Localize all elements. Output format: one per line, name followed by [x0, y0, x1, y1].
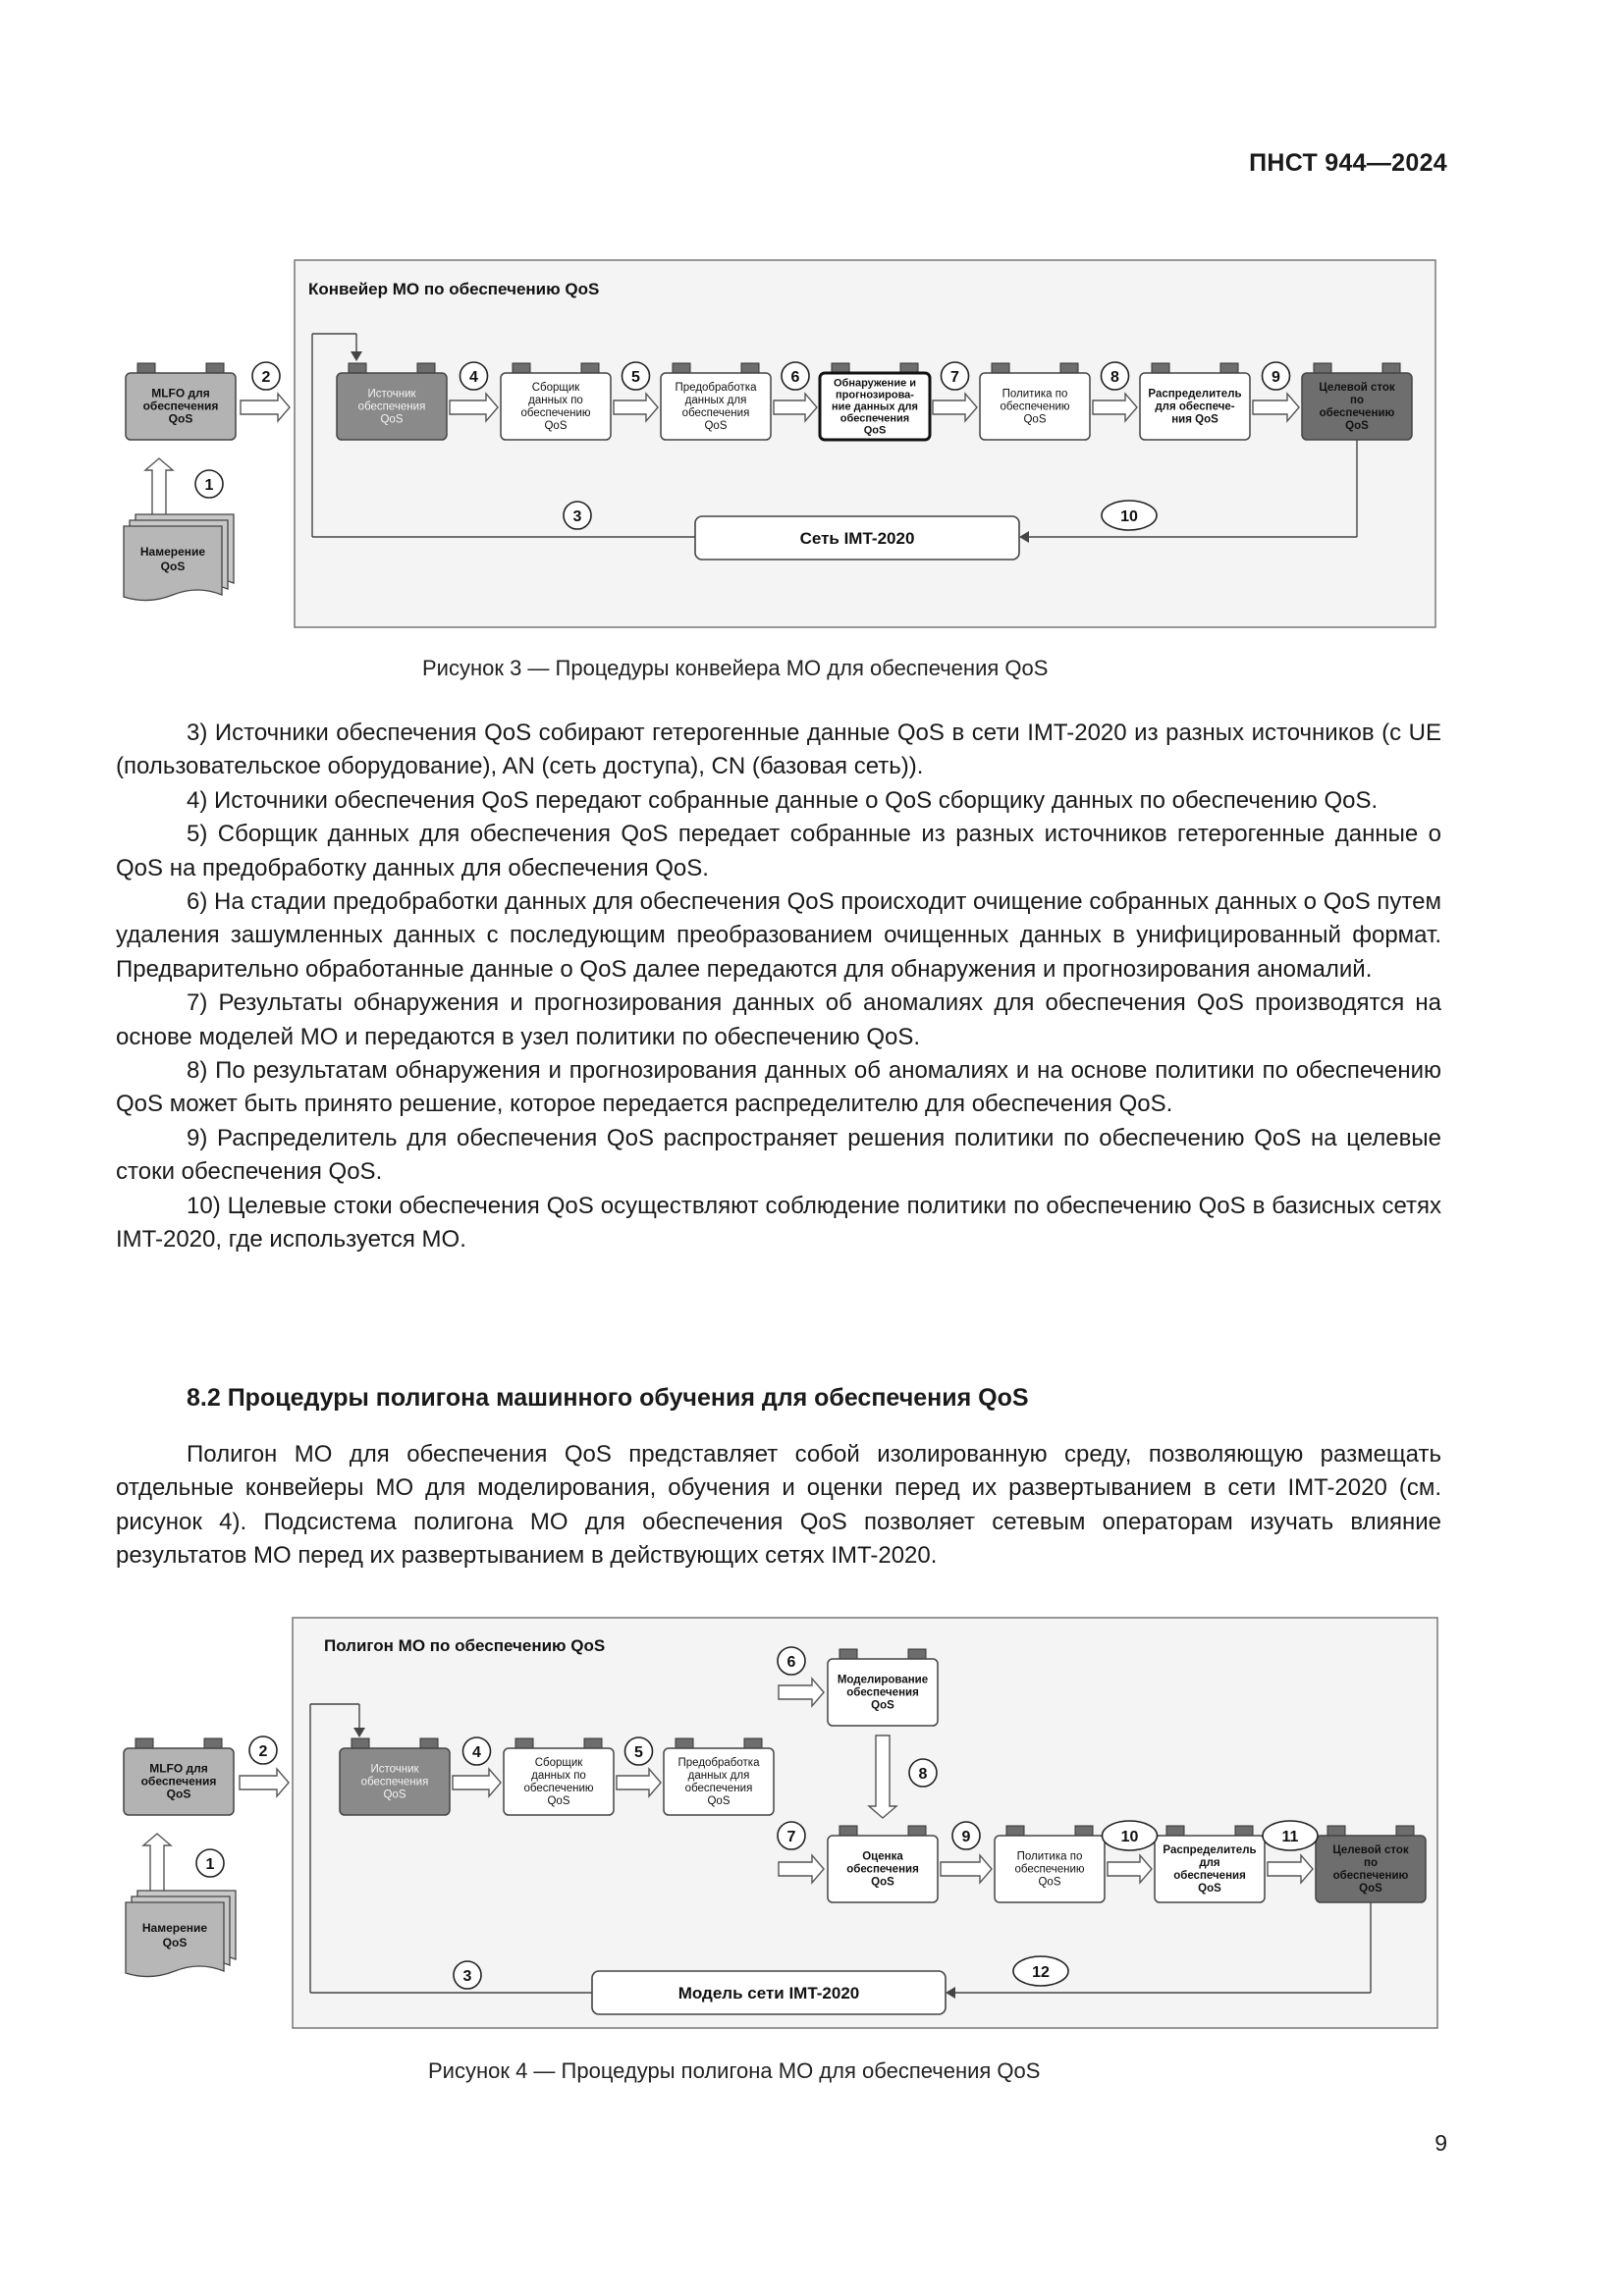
step-number-badge	[1263, 362, 1290, 390]
paragraph: 8) По результатам обнаружения и прогнозирования данных об аномалиях и на основе политики по обеспечению QoS может быть принято решение, которое передается распределителю для обеспечения QoS.	[116, 1057, 1441, 1118]
step-number: 10	[1120, 1829, 1139, 1845]
node-label-line: QoS	[1198, 1883, 1221, 1896]
document-header: ПНСТ 944—2024	[1249, 149, 1447, 177]
node-label-line: по	[1350, 395, 1364, 407]
page-number: 9	[1435, 2130, 1447, 2156]
step-number-badge	[778, 1647, 805, 1675]
step-number-badge	[1103, 1821, 1158, 1850]
node-label-line: Источник	[370, 1763, 419, 1776]
step-number-badge	[942, 362, 969, 390]
step-number: 4	[472, 1744, 481, 1761]
node-label-line: обеспечения	[684, 1783, 753, 1795]
node-label-line: Предобработка	[677, 1757, 760, 1770]
sandbox-node	[1155, 1826, 1265, 1902]
figure-4-diagram	[116, 1608, 1441, 2040]
node-label-line: Намерение	[139, 545, 206, 559]
flow-arrow	[145, 458, 173, 515]
step-number: 7	[950, 369, 959, 386]
pipeline-node	[1140, 363, 1250, 440]
step-number: 5	[631, 369, 640, 386]
figure-3	[116, 245, 1441, 638]
step-number-badge	[909, 1759, 937, 1787]
node-label-line: QoS	[383, 1789, 406, 1801]
sandbox-node	[828, 1826, 938, 1902]
node-label-line: для обеспече-	[1155, 400, 1235, 413]
step-number: 5	[634, 1744, 643, 1761]
step-number-badge	[1013, 1956, 1068, 1986]
step-number: 9	[961, 1829, 971, 1845]
step-number-badge	[1102, 362, 1129, 390]
node-label-line: обеспечения	[140, 1774, 217, 1789]
node-label-line: ние данных для	[832, 400, 918, 413]
body-text-1	[116, 717, 1441, 1257]
figure-3-caption: Рисунок 3 — Процедуры конвейера МО для обеспечения QoS	[422, 656, 1049, 680]
node-label-line: обеспечения	[357, 400, 426, 413]
step-number: 8	[918, 1766, 928, 1783]
step-number-badge	[195, 470, 223, 498]
step-number-badge	[623, 362, 650, 390]
frame-title: Конвейер МО по обеспечению QoS	[308, 280, 600, 298]
node-label-line: данных для	[684, 395, 747, 407]
step-number: 2	[261, 369, 271, 386]
step-number-badge	[625, 1737, 653, 1765]
sandbox-node	[1316, 1826, 1426, 1902]
node-label-line: QoS	[863, 424, 887, 437]
node-label-line: QoS	[707, 1795, 731, 1808]
network-label: Сеть IMT-2020	[799, 529, 915, 548]
frame-title: Полигон МО по обеспечению QoS	[324, 1636, 606, 1655]
node-label-line: Распределитель	[1163, 1844, 1257, 1857]
node-label-line: QoS	[380, 413, 404, 426]
node-label-line: QoS	[166, 1787, 191, 1801]
paragraph: 9) Распределитель для обеспечения QoS распространяет решения политики по обеспечению QoS на целевые стоки обеспечения QoS.	[116, 1124, 1441, 1186]
node-label-line: Распределитель	[1148, 388, 1242, 400]
node-label-line: QoS	[871, 1699, 894, 1712]
pipeline-frame	[295, 260, 1435, 627]
step-number: 9	[1272, 369, 1280, 386]
step-number-badge	[782, 362, 809, 390]
step-number: 7	[786, 1829, 796, 1845]
node-label-line: QoS	[1023, 413, 1047, 426]
node-label-line: для	[1199, 1857, 1220, 1870]
step-number: 1	[204, 477, 214, 494]
sandbox-node	[340, 1738, 450, 1815]
step-number-badge	[1263, 1821, 1318, 1850]
step-number-badge	[249, 1736, 277, 1764]
paragraph: 4) Источники обеспечения QoS передают собранные данные о QoS сборщику данных по обеспечению QoS.	[187, 786, 1379, 814]
step-number: 3	[572, 508, 582, 525]
node-label-line: обеспечению	[523, 1783, 594, 1795]
body-text-2	[116, 1438, 1441, 1574]
pipeline-node	[1302, 363, 1412, 440]
mlfo-node	[124, 1738, 234, 1815]
node-label-line: обеспечения	[142, 399, 219, 413]
pipeline-node	[501, 363, 611, 440]
node-label-line: Сборщик	[531, 382, 580, 395]
node-label-line: Политика по	[1001, 388, 1068, 400]
step-number: 3	[462, 1968, 472, 1985]
node-label-line: данных по	[531, 1770, 586, 1783]
paragraph: 5) Сборщик данных для обеспечения QoS передает собранные из разных источников гетерогенные данные о QoS на предобработку данных для обеспечения QoS.	[116, 821, 1441, 881]
paragraph: 7) Результаты обнаружения и прогнозирования данных об аномалиях для обеспечения QoS производятся на основе моделей МО и передаются в узел политики по обеспечению QoS.	[116, 989, 1441, 1050]
step-number: 10	[1120, 508, 1138, 525]
node-label-line: QoS	[168, 411, 193, 426]
node-label-line: обеспечения	[360, 1776, 429, 1789]
pipeline-node	[661, 363, 771, 440]
node-label-line: обеспечения	[681, 407, 750, 420]
paragraph: 3) Источники обеспечения QoS собирают гетерогенные данные QoS в сети IMT-2020 из разных источников (с UE (пользовательское оборудование), AN (сеть доступа), CN (базовая сеть)).	[116, 720, 1441, 780]
step-number: 1	[205, 1856, 215, 1873]
flow-arrow	[240, 1769, 289, 1796]
node-label-line: данных для	[687, 1770, 750, 1783]
node-label-line: Моделирование	[837, 1674, 929, 1686]
figure-4	[116, 1608, 1441, 2040]
node-label-line: Политика по	[1016, 1850, 1083, 1863]
network-label: Модель сети IMT-2020	[677, 1984, 860, 2002]
node-label-line: Предобработка	[675, 382, 757, 395]
node-label-line: Источник	[367, 388, 416, 400]
node-label-line: обеспечению	[520, 407, 591, 420]
step-number-badge	[460, 362, 488, 390]
step-number: 6	[786, 1654, 796, 1671]
node-label-line: обеспечения	[839, 412, 910, 425]
node-label-line: QoS	[871, 1876, 894, 1889]
step-number: 11	[1281, 1829, 1299, 1845]
mlfo-node	[126, 363, 236, 440]
flow-arrow	[241, 394, 290, 421]
step-number-badge	[196, 1849, 224, 1877]
sandbox-node	[664, 1738, 774, 1815]
figure-4-caption: Рисунок 4 — Процедуры полигона МО для обеспечения QoS	[428, 2058, 1041, 2083]
node-label-line: MLFO для	[151, 386, 210, 400]
paragraph: 6) На стадии предобработки данных для обеспечения QoS происходит очищение собранных данных о QoS путем удаления зашумленных данных с последующим преобразованием очищенных данных в унифицированный формат. Предварительно обработанные данные о QoS далее передаются для обнаружения и прогнозирования аномалий.	[116, 888, 1441, 983]
sandbox-node	[504, 1738, 614, 1815]
intent-document-stack	[124, 514, 234, 601]
step-number: 12	[1032, 1964, 1050, 1981]
paragraph: Полигон МО для обеспечения QoS представляет собой изолированную среду, позволяющую размещать отдельные конвейеры МО для моделирования, обучения и оценки перед их развертыванием в сети IMT-2020 (см. рисунок 4). Подсистема полигона МО для обеспечения QoS позволяет сетевым операторам изучать влияние результатов МО перед их развертыванием в действующих сетях IMT-2020.	[116, 1441, 1441, 1570]
step-number-badge	[252, 362, 280, 390]
intent-document-stack	[126, 1891, 236, 1977]
node-label-line: MLFO для	[149, 1761, 208, 1776]
node-label-line: Обнаружение и	[833, 377, 917, 390]
node-label-line: Сборщик	[534, 1757, 583, 1770]
node-label-line: QoS	[1345, 420, 1369, 433]
sandbox-node	[995, 1826, 1105, 1902]
section-heading: 8.2 Процедуры полигона машинного обучения для обеспечения QoS	[187, 1384, 1029, 1412]
step-number: 8	[1110, 369, 1119, 386]
step-number-badge	[564, 502, 591, 529]
node-label-line: Намерение	[141, 1921, 208, 1935]
flow-arrow	[143, 1834, 171, 1893]
pipeline-node	[337, 363, 447, 440]
node-label-line: прогнозирова-	[836, 389, 914, 401]
step-number: 4	[469, 369, 478, 386]
pipeline-node	[980, 363, 1090, 440]
node-label-line: ния QoS	[1171, 413, 1218, 426]
node-label-line: Целевой сток	[1319, 382, 1395, 395]
node-label-line: обеспечению	[1014, 1863, 1085, 1876]
step-number-badge	[1102, 501, 1157, 530]
node-label-line: данных по	[528, 395, 583, 407]
sandbox-node	[828, 1649, 938, 1726]
node-label-line: Оценка	[862, 1850, 903, 1863]
step-number: 6	[790, 369, 800, 386]
step-number-badge	[463, 1737, 491, 1765]
node-label-line: QoS	[544, 420, 568, 433]
step-number-badge	[952, 1822, 980, 1849]
node-label-line: QoS	[162, 1936, 188, 1949]
node-label-line: QoS	[160, 560, 186, 573]
step-number-badge	[454, 1961, 481, 1989]
step-number-badge	[778, 1822, 805, 1849]
figure-3-diagram	[116, 245, 1441, 638]
pipeline-node	[820, 363, 930, 440]
node-label-line: обеспечению	[1000, 400, 1070, 413]
step-number: 2	[258, 1743, 268, 1760]
node-label-line: обеспечению	[1332, 1870, 1409, 1883]
node-label-line: QoS	[547, 1795, 570, 1808]
node-label-line: обеспечения	[846, 1863, 919, 1876]
node-label-line: обеспечению	[1319, 407, 1395, 420]
node-label-line: QoS	[1038, 1876, 1061, 1889]
node-label-line: обеспечения	[1173, 1870, 1246, 1883]
paragraph: 10) Целевые стоки обеспечения QoS осуществляют соблюдение политики по обеспечению QoS в базисных сетях IMT-2020, где используется МО.	[116, 1192, 1441, 1254]
node-label-line: по	[1364, 1857, 1378, 1870]
node-label-line: QoS	[704, 420, 728, 433]
node-label-line: обеспечения	[846, 1686, 919, 1699]
node-label-line: QoS	[1359, 1883, 1382, 1896]
node-label-line: Целевой сток	[1332, 1844, 1409, 1857]
